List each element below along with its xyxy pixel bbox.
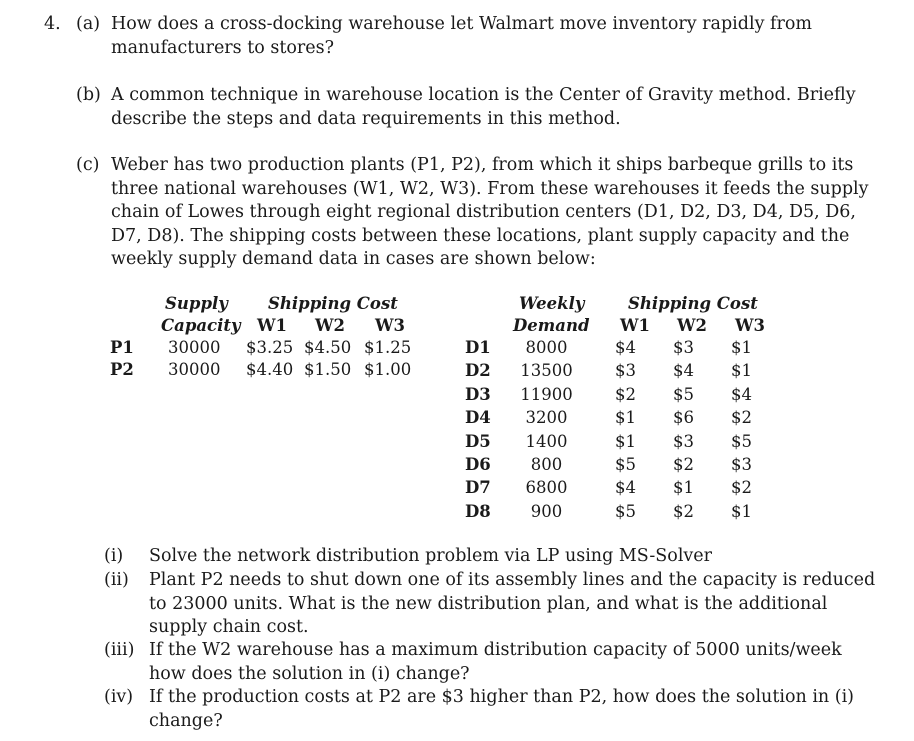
subpart-text xyxy=(149,639,842,686)
dc-cost-w2: $4 xyxy=(673,361,694,381)
plant-capacity: 30000 xyxy=(168,360,221,379)
dc-cost-w3: $5 xyxy=(731,431,752,451)
part-b-label: (b) xyxy=(76,85,101,105)
part-a-text xyxy=(111,13,812,60)
part-b-line: A common technique in warehouse location is the Center of Gravity method. Briefly xyxy=(111,85,856,105)
dc-cost-w2: $1 xyxy=(673,478,694,498)
subpart-text xyxy=(149,686,854,733)
subpart-line: supply chain cost. xyxy=(149,617,309,637)
dc-cost-w3: $1 xyxy=(731,338,752,357)
part-c-label: (c) xyxy=(76,155,100,175)
dc-demand: 900 xyxy=(530,501,563,521)
dc-cost-w1: $4 xyxy=(615,478,636,498)
plants-header-capacity: Capacity xyxy=(161,316,241,335)
dc-cost-w2: $2 xyxy=(673,501,694,521)
dc-cost-w2: $2 xyxy=(673,455,694,474)
dc-demand: 3200 xyxy=(525,408,568,428)
part-c-line: weekly supply demand data in cases are shown below: xyxy=(111,249,596,269)
dc-name: D5 xyxy=(465,431,491,451)
part-b-line: describe the steps and data requirements in this method. xyxy=(111,108,621,129)
part-b-text xyxy=(111,84,856,131)
subpart-text xyxy=(149,545,712,569)
dc-cost-w1: $1 xyxy=(615,431,636,451)
plants-col-w3: W3 xyxy=(375,316,406,335)
plant-cost-w2: $1.50 xyxy=(304,360,352,379)
dc-cost-w1: $1 xyxy=(615,408,636,428)
dc-cost-w2: $3 xyxy=(673,338,694,357)
plants-col-w1: W1 xyxy=(257,316,288,335)
dc-name: D2 xyxy=(465,361,491,381)
subpart-line: Plant P2 needs to shut down one of its assembly lines and the capacity is reduced xyxy=(149,570,876,590)
subpart-label: (ii) xyxy=(104,570,129,590)
dc-cost-w3: $1 xyxy=(731,501,752,521)
plants-header-supply: Supply xyxy=(165,294,228,313)
subpart-line: If the production costs at P2 are $3 higher than P2, how does the solution in (i) xyxy=(149,687,854,707)
dc-header-weekly: Weekly xyxy=(519,294,585,313)
plants-header-shipping-cost: Shipping Cost xyxy=(268,294,398,313)
subpart-label: (iv) xyxy=(104,687,134,707)
part-a-line: How does a cross-docking warehouse let Walmart move inventory rapidly from xyxy=(111,14,812,34)
dc-header-shipping-cost: Shipping Cost xyxy=(628,294,758,313)
subpart-label: (iii) xyxy=(104,640,135,660)
dc-cost-w2: $6 xyxy=(673,408,694,428)
plant-cost-w3: $1.00 xyxy=(364,360,412,379)
dc-cost-w2: $5 xyxy=(673,384,694,404)
dc-header-demand: Demand xyxy=(513,316,590,335)
part-c-text xyxy=(111,154,869,272)
question-number: 4. xyxy=(44,14,61,34)
part-a-label: (a) xyxy=(76,14,101,34)
dc-cost-w2: $3 xyxy=(673,431,694,451)
dc-demand: 1400 xyxy=(525,431,568,451)
dc-cost-w3: $3 xyxy=(731,455,752,474)
dc-cost-w3: $1 xyxy=(731,361,752,381)
dc-name: D3 xyxy=(465,384,491,404)
dc-demand: 8000 xyxy=(525,338,568,357)
part-c-line: three national warehouses (W1, W2, W3). From these warehouses it feeds the supply xyxy=(111,178,869,199)
subpart-line: to 23000 units. What is the new distribution plan, and what is the additional xyxy=(149,593,828,614)
dc-name: D7 xyxy=(465,478,491,498)
dc-cost-w1: $2 xyxy=(615,384,636,404)
dc-cost-w1: $5 xyxy=(615,501,636,521)
dc-name: D6 xyxy=(465,455,491,474)
part-c-line: D7, D8). The shipping costs between these locations, plant supply capacity and the xyxy=(111,225,850,246)
plant-name: P1 xyxy=(110,338,134,357)
subpart-label: (i) xyxy=(104,546,124,566)
dc-demand: 6800 xyxy=(525,478,568,498)
plant-cost-w1: $3.25 xyxy=(246,338,294,357)
dc-col-w3: W3 xyxy=(735,316,766,335)
plant-cost-w1: $4.40 xyxy=(246,360,294,379)
part-c-line: chain of Lowes through eight regional distribution centers (D1, D2, D3, D4, D5, D6, xyxy=(111,202,856,222)
subpart-text xyxy=(149,569,875,640)
dc-col-w2: W2 xyxy=(677,316,708,335)
subpart-line: Solve the network distribution problem via LP using MS-Solver xyxy=(149,546,713,566)
dc-demand: 13500 xyxy=(520,361,573,381)
subpart-line: how does the solution in (i) change? xyxy=(149,663,470,684)
dc-name: D8 xyxy=(465,501,491,521)
dc-cost-w1: $5 xyxy=(615,455,636,474)
plant-capacity: 30000 xyxy=(168,338,221,357)
dc-cost-w3: $2 xyxy=(731,478,752,498)
plant-name: P2 xyxy=(110,360,134,379)
dc-cost-w3: $2 xyxy=(731,408,752,428)
part-a-line: manufacturers to stores? xyxy=(111,37,334,58)
plants-col-w2: W2 xyxy=(315,316,346,335)
dc-demand: 11900 xyxy=(520,384,573,404)
dc-cost-w3: $4 xyxy=(731,384,752,404)
dc-name: D1 xyxy=(465,338,491,357)
plant-cost-w3: $1.25 xyxy=(364,338,412,357)
dc-name: D4 xyxy=(465,408,491,428)
plant-cost-w2: $4.50 xyxy=(304,338,352,357)
dc-cost-w1: $4 xyxy=(615,338,636,357)
dc-col-w1: W1 xyxy=(620,316,651,335)
dc-demand: 800 xyxy=(530,455,563,474)
part-c-line: Weber has two production plants (P1, P2), from which it ships barbeque grills to its xyxy=(111,155,854,175)
dc-cost-w1: $3 xyxy=(615,361,636,381)
subpart-line: change? xyxy=(149,710,223,731)
subpart-line: If the W2 warehouse has a maximum distribution capacity of 5000 units/week xyxy=(149,640,842,660)
